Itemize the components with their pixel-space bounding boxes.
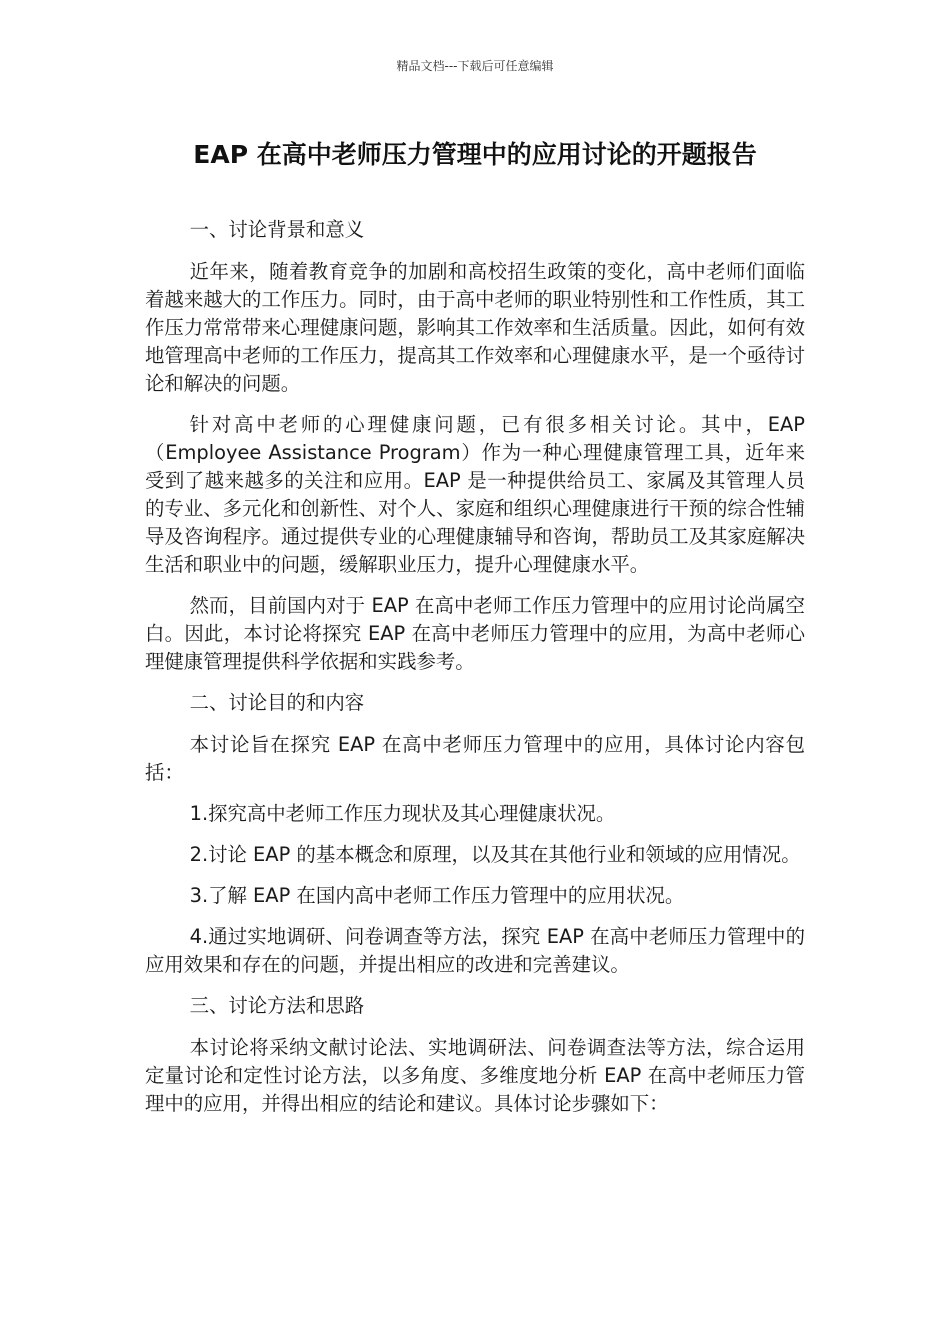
list-item-4: 4.通过实地调研、问卷调查等方法，探究 EAP 在高中老师压力管理中的应用效果和存在的问题，并提出相应的改进和完善建议。 [145, 925, 805, 976]
document-body [145, 216, 805, 1131]
section-heading-methods: 三、讨论方法和思路 [189, 994, 365, 1017]
list-item-2: 2.讨论 EAP 的基本概念和原理，以及其在其他行业和领域的应用情况。 [189, 843, 801, 866]
list-item-1: 1.探究高中老师工作压力现状及其心理健康状况。 [189, 802, 616, 825]
paragraph-purpose: 本讨论旨在探究 EAP 在高中老师压力管理中的应用，具体讨论内容包括： [145, 733, 805, 784]
list-item-3: 3.了解 EAP 在国内高中老师工作压力管理中的应用状况。 [189, 884, 685, 907]
document-title: EAP 在高中老师压力管理中的应用讨论的开题报告 [193, 140, 757, 169]
header-note: 精品文档---下载后可任意编辑 [396, 59, 554, 73]
section-heading-purpose: 二、讨论目的和内容 [189, 691, 365, 714]
section-heading-background: 一、讨论背景和意义 [189, 218, 365, 241]
paragraph-eap-intro: 针对高中老师的心理健康问题，已有很多相关讨论。其中，EAP（Employee Assistance Program）作为一种心理健康管理工具，近年来受到了越来越多的关注和应用。EAP 是一种提供给员工、家属及其管理人员的专业、多元化和创新性、对个人、家庭和组织心理健康进行干预的综合性辅导及咨询程序。通过提供专业的心理健康辅导和咨询，帮助员工及其家庭解决生活和职业中的问题，缓解职业压力，提升心理健康水平。 [145, 413, 805, 576]
paragraph-research-gap: 然而，目前国内对于 EAP 在高中老师工作压力管理中的应用讨论尚属空白。因此，本讨论将探究 EAP 在高中老师压力管理中的应用，为高中老师心理健康管理提供科学依据和实践参考。 [145, 594, 805, 673]
paragraph-methods: 本讨论将采纳文献讨论法、实地调研法、问卷调查法等方法，综合运用定量讨论和定性讨论方法，以多角度、多维度地分析 EAP 在高中老师压力管理中的应用，并得出相应的结论和建议。具体讨论步骤如下： [145, 1036, 805, 1115]
paragraph-background: 近年来，随着教育竞争的加剧和高校招生政策的变化，高中老师们面临着越来越大的工作压力。同时，由于高中老师的职业特别性和工作性质，其工作压力常常带来心理健康问题，影响其工作效率和生活质量。因此，如何有效地管理高中老师的工作压力，提高其工作效率和心理健康水平，是一个亟待讨论和解决的问题。 [145, 260, 805, 395]
